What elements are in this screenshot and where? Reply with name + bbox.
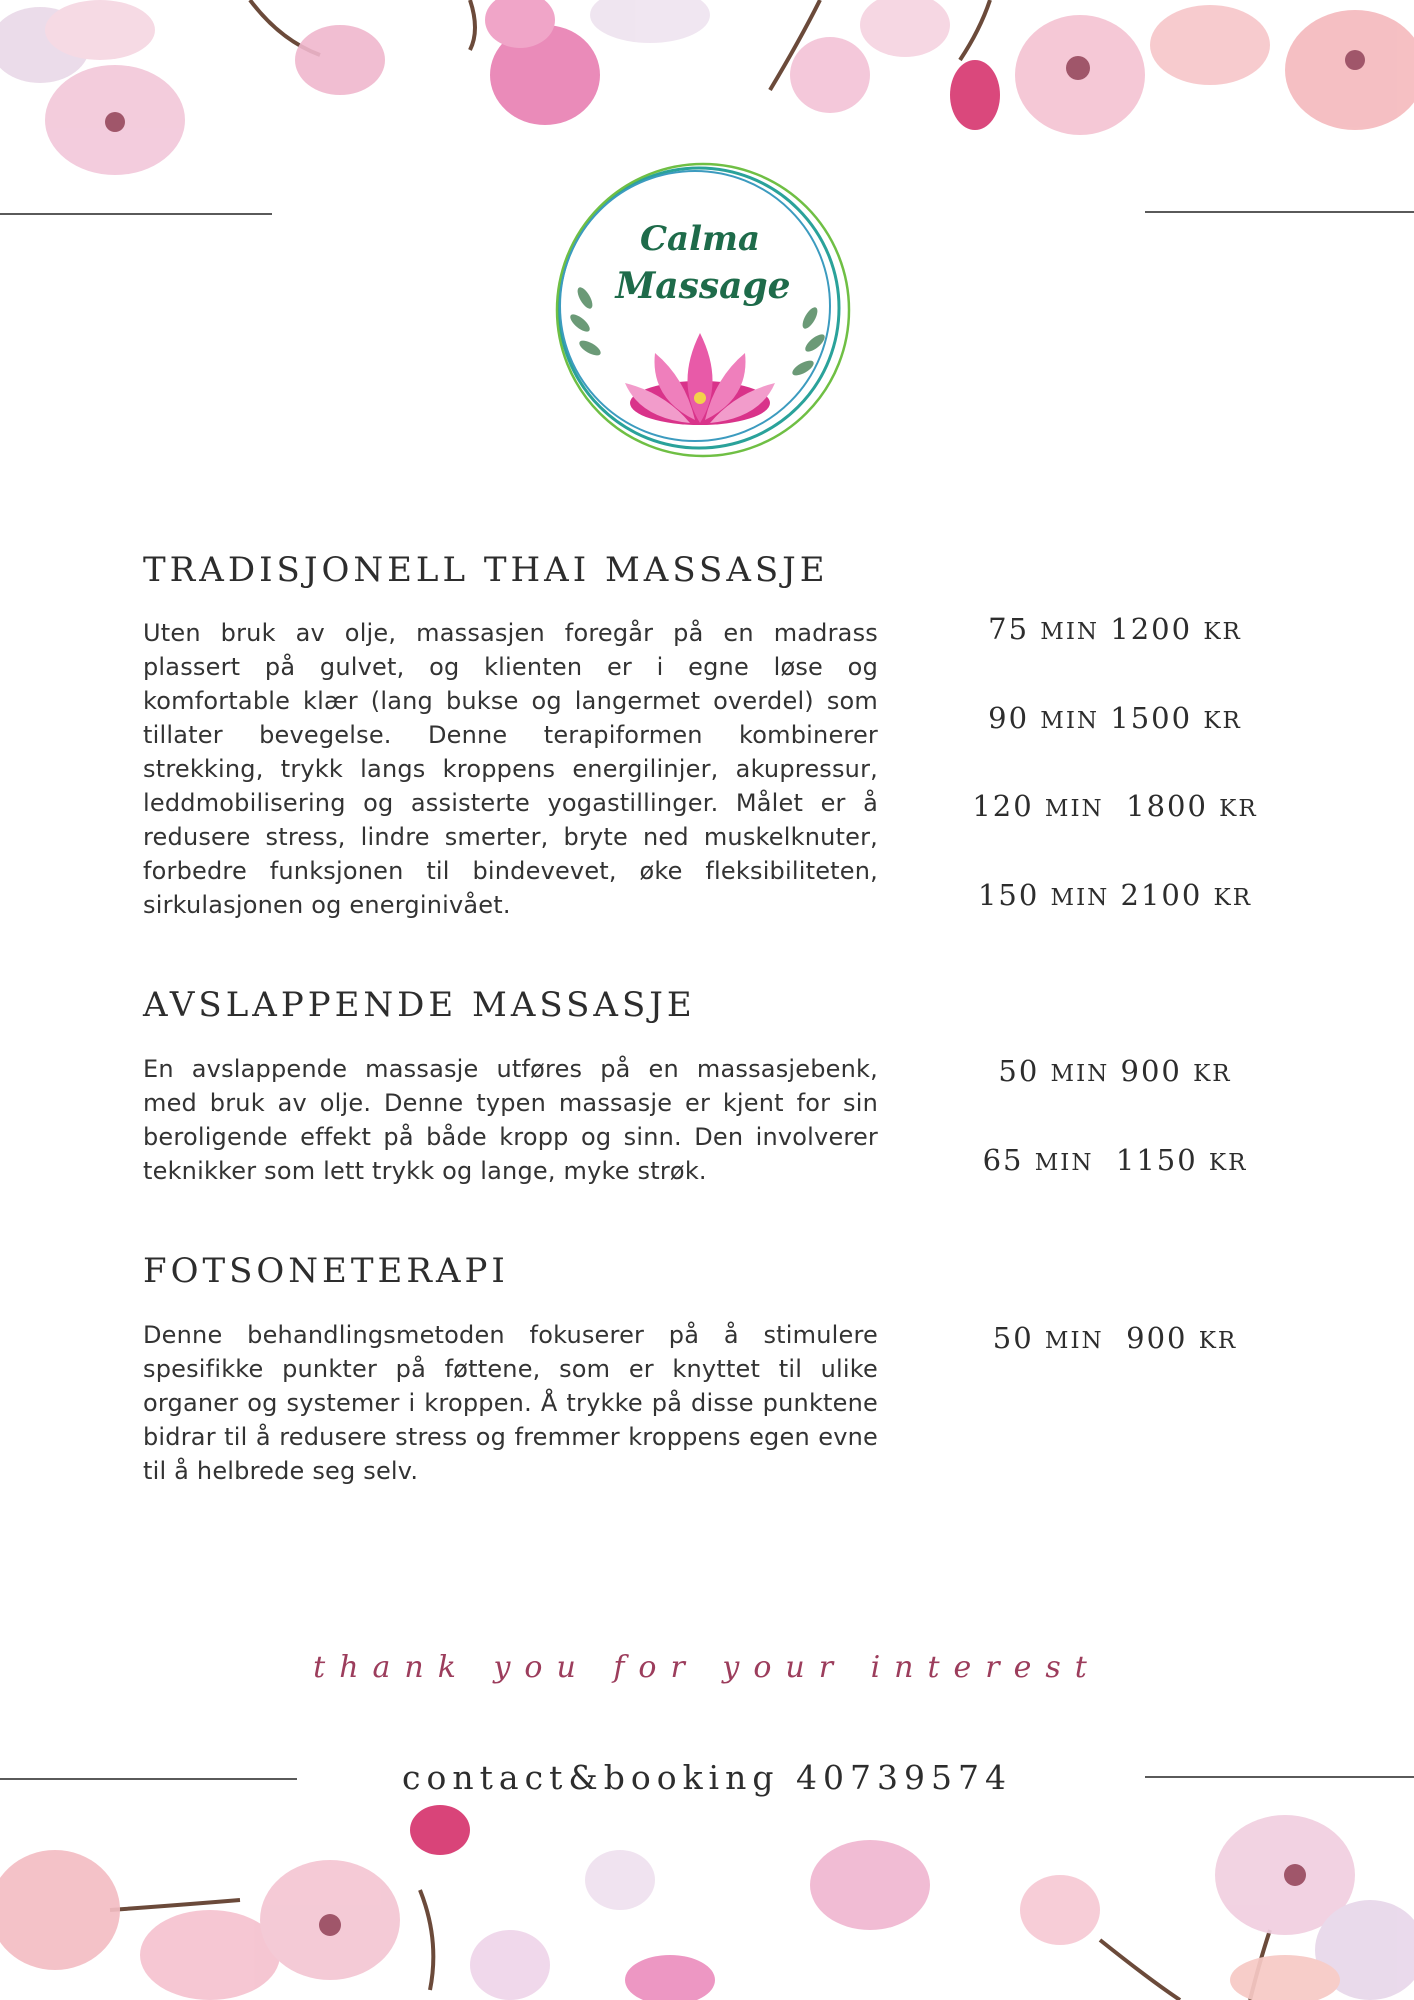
magnolia-border-bottom: [0, 1790, 1414, 2000]
price-row: 65 MIN 1150 KR: [982, 1143, 1248, 1177]
price-row: 120 MIN 1800 KR: [972, 789, 1258, 823]
top-right-rule: [1145, 211, 1414, 213]
logo-line-2: Massage: [615, 265, 791, 307]
calma-massage-logo: [545, 158, 855, 473]
section-title-fotsoneterapi: FOTSONETERAPI: [143, 1251, 509, 1291]
price-row: 150 MIN 2100 KR: [977, 878, 1253, 912]
top-left-rule: [0, 213, 272, 215]
logo-line-1: Calma: [639, 219, 761, 259]
section-description-fotsoneterapi: Denne behandlingsmetoden fokuserer på å stimulere spesifikke punkter på føttene, som er knyttet til ulike organer og systemer i kroppen. Å trykke på disse punktene bidrar til å redusere stress og fremmer kroppens egen evne til å helbrede seg selv.: [143, 1321, 878, 1485]
section-description-thai: Uten bruk av olje, massasjen foregår på en madrass plassert på gulvet, og klienten er i egne løse og komfortable klær (lang bukse og langermet overdel) som tillater bevegelse. Denne terapiformen kombinerer strekking, trykk langs kroppens energilinjer, akupressur, leddmobilisering og assisterte yogastillinger. Målet er å redusere stress, lindre smerter, bryte ned muskelknuter, forbedre funksjonen til bindevevet, øke fleksibiliteten, sirkulasjonen og energinivået.: [143, 619, 878, 919]
price-row: 50 MIN 900 KR: [998, 1054, 1232, 1088]
price-row: 50 MIN 900 KR: [992, 1321, 1238, 1355]
section-title-avslappende: AVSLAPPENDE MASSASJE: [143, 985, 696, 1025]
section-title-thai: TRADISJONELL THAI MASSASJE: [143, 550, 829, 590]
price-row: 75 MIN 1200 KR: [988, 612, 1242, 646]
price-row: 90 MIN 1500 KR: [988, 701, 1242, 735]
section-description-avslappende: En avslappende massasje utføres på en massasjebenk, med bruk av olje. Denne typen massasje er kjent for sin beroligende effekt på både kropp og sinn. Den involverer teknikker som lett trykk og lange, myke strøk.: [143, 1055, 878, 1185]
lotus-flower-icon: [625, 333, 775, 425]
thank-you-text: thank you for your interest: [313, 1650, 1101, 1685]
contact-booking-text: contact&booking 40739574: [402, 1758, 1012, 1797]
